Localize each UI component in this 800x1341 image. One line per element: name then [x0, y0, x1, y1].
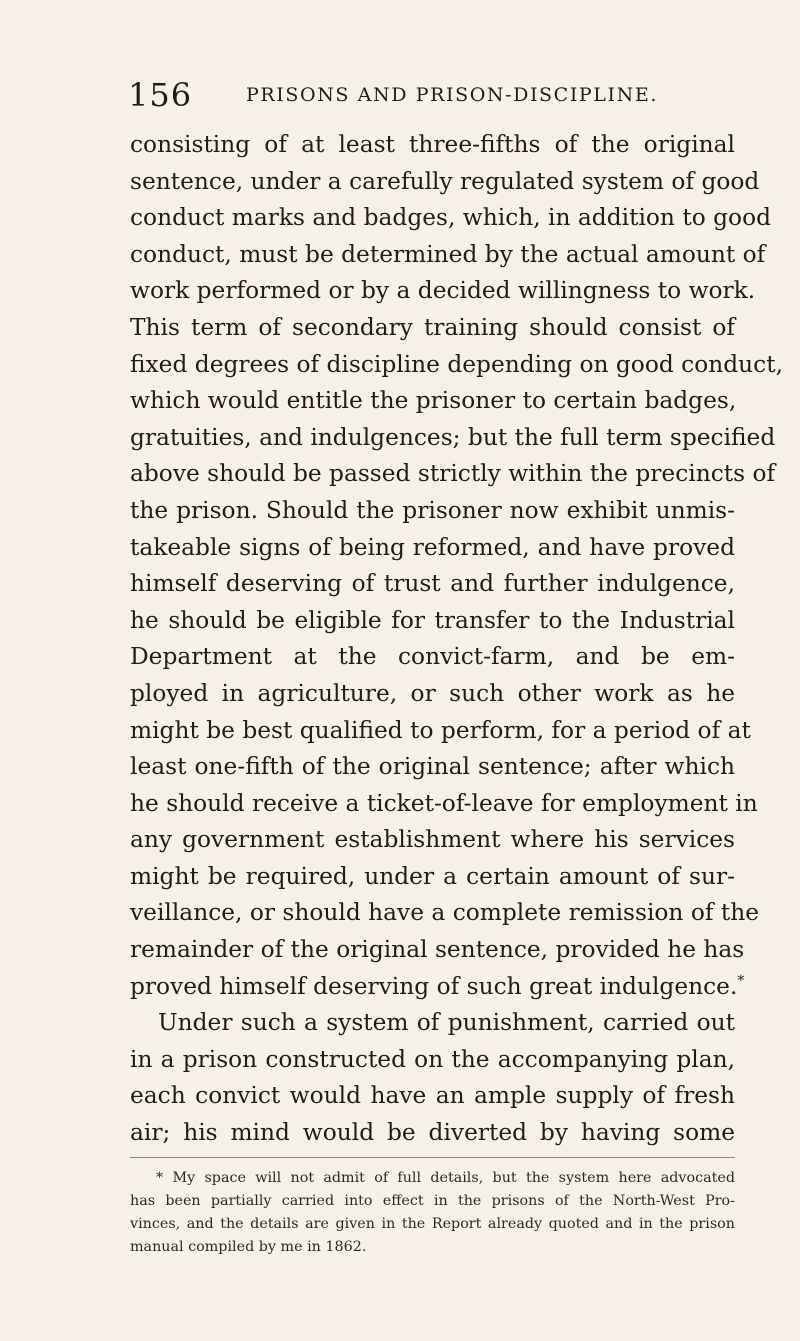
footnote-line: has been partially carried into effect in the prisons of the North-West Pro- [130, 1193, 735, 1209]
footnote [130, 1167, 735, 1259]
text-line: Department at the convict-farm, and be em- [130, 643, 735, 671]
text-line: remainder of the original sentence, provided he has [130, 936, 745, 964]
text-line: takeable signs of being reformed, and have proved [130, 533, 735, 561]
text-line: above should be passed strictly within the precincts of [130, 460, 776, 488]
text-line: he should be eligible for transfer to the Industrial [130, 606, 735, 634]
text-line-paragraph-start: Under such a system of punishment, carried out [158, 1009, 735, 1037]
body-text [130, 127, 783, 1152]
text-line: ployed in agriculture, or such other work as he [130, 679, 735, 707]
text-line: sentence, under a carefully regulated system of good [130, 167, 760, 195]
text-line: work performed or by a decided willingness to work. [130, 277, 756, 305]
text-line: conduct marks and badges, which, in addition to good [130, 204, 772, 232]
text-line: any government establishment where his services [130, 826, 735, 854]
text-line: which would entitle the prisoner to certain badges, [130, 387, 737, 415]
text-line: This term of secondary training should consist of [130, 313, 735, 341]
text-line-content: proved himself deserving of such great indulgence. [130, 972, 738, 1000]
text-line: air; his mind would be diverted by having some [130, 1119, 735, 1147]
page-header [128, 76, 740, 116]
running-head: PRISONS AND PRISON-DISCIPLINE. [246, 84, 658, 106]
footnote-line: * My space will not admit of full details, but the system here advocated [156, 1170, 735, 1186]
footnote-line: vinces, and the details are given in the Report already quoted and in the prison [130, 1216, 735, 1232]
text-line: the prison. Should the prisoner now exhibit unmis- [130, 496, 735, 524]
text-line: himself deserving of trust and further indulgence, [130, 570, 735, 598]
text-line: in a prison constructed on the accompanying plan, [130, 1045, 735, 1073]
footnote-line: manual compiled by me in 1862. [130, 1239, 367, 1255]
text-line: fixed degrees of discipline depending on good conduct, [130, 350, 783, 378]
text-line: might be required, under a certain amount of sur- [130, 862, 735, 890]
text-line: least one-fifth of the original sentence; after which [130, 753, 735, 781]
footnote-reference: * [737, 972, 745, 989]
text-line: consisting of at least three-fifths of the original [130, 131, 735, 158]
text-line: each convict would have an ample supply of fresh [130, 1082, 735, 1110]
text-line [130, 969, 745, 1006]
text-line: might be best qualified to perform, for a period of at [130, 716, 751, 744]
text-line: veillance, or should have a complete remission of the [130, 899, 760, 927]
text-line: conduct, must be determined by the actual amount of [130, 240, 766, 268]
text-line: he should receive a ticket-of-leave for employment in [130, 789, 758, 817]
footnote-divider [130, 1157, 735, 1158]
text-line: gratuities, and indulgences; but the full term specified [130, 423, 776, 451]
page-number: 156 [128, 76, 193, 114]
